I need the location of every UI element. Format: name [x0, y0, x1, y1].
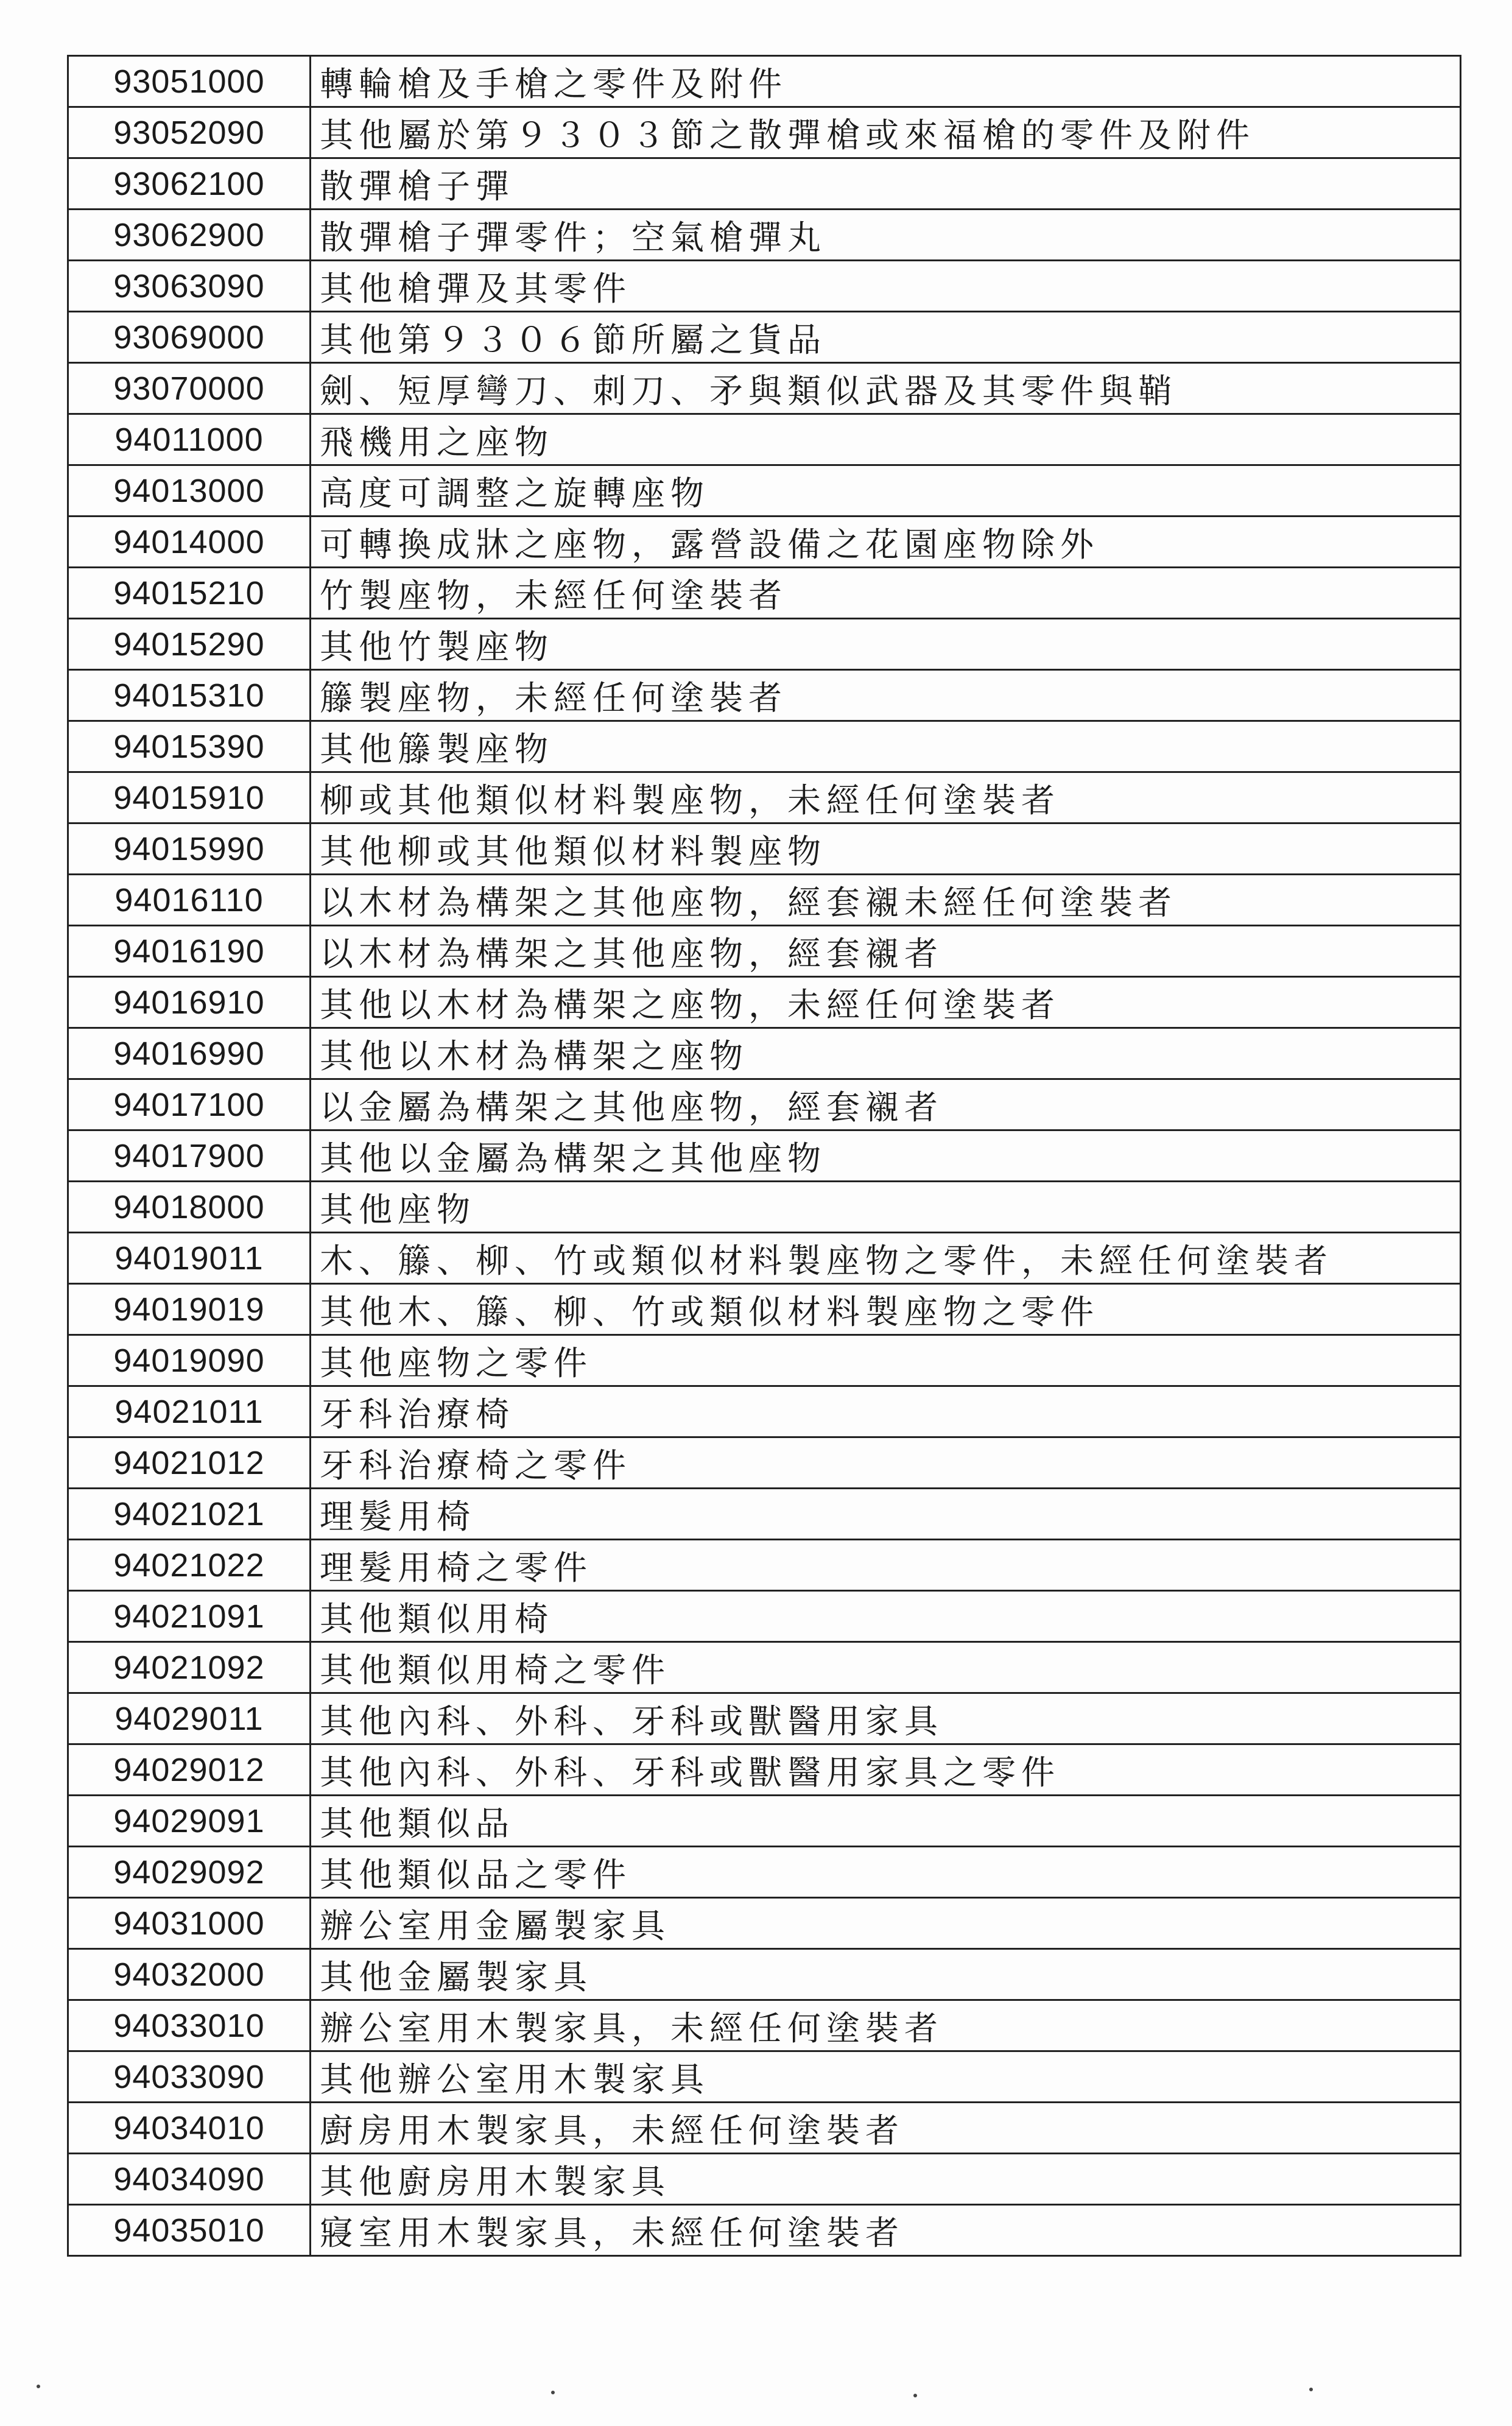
description-cell: 牙科治療椅	[311, 1386, 1461, 1437]
tariff-code-cell: 94019011	[68, 1233, 311, 1284]
tariff-code-cell: 94015310	[68, 670, 311, 721]
tariff-code-cell: 93062100	[68, 158, 311, 210]
tariff-code-cell: 94029011	[68, 1693, 311, 1744]
description-cell: 其他類似用椅之零件	[311, 1642, 1461, 1693]
table-row	[68, 465, 1461, 517]
table-row	[68, 2154, 1461, 2205]
table-row	[68, 107, 1461, 158]
tariff-code-cell: 93062900	[68, 210, 311, 261]
description-cell: 其他辦公室用木製家具	[311, 2051, 1461, 2103]
table-row	[68, 1847, 1461, 1898]
tariff-code-cell: 94016110	[68, 875, 311, 926]
scan-speck	[37, 2385, 40, 2388]
tariff-code-cell: 94034090	[68, 2154, 311, 2205]
description-cell: 飛機用之座物	[311, 414, 1461, 465]
table-row	[68, 210, 1461, 261]
table-row	[68, 977, 1461, 1028]
description-cell: 其他第９３０６節所屬之貨品	[311, 312, 1461, 363]
description-cell: 其他類似品之零件	[311, 1847, 1461, 1898]
tariff-code-cell: 94021022	[68, 1540, 311, 1591]
description-cell: 高度可調整之旋轉座物	[311, 465, 1461, 517]
description-cell: 其他籐製座物	[311, 721, 1461, 772]
description-cell: 寢室用木製家具，未經任何塗裝者	[311, 2205, 1461, 2256]
table-row	[68, 1284, 1461, 1335]
table-row	[68, 312, 1461, 363]
tariff-code-cell: 94029091	[68, 1796, 311, 1847]
tariff-code-cell: 94015910	[68, 772, 311, 823]
description-cell: 牙科治療椅之零件	[311, 1437, 1461, 1489]
tariff-code-cell: 93063090	[68, 261, 311, 312]
description-cell: 其他金屬製家具	[311, 1949, 1461, 2000]
tariff-code-cell: 94016990	[68, 1028, 311, 1079]
tariff-code-cell: 94021012	[68, 1437, 311, 1489]
description-cell: 籐製座物，未經任何塗裝者	[311, 670, 1461, 721]
tariff-code-cell: 94029012	[68, 1744, 311, 1796]
description-cell: 散彈槍子彈	[311, 158, 1461, 210]
description-cell: 其他座物之零件	[311, 1335, 1461, 1386]
description-cell: 辦公室用木製家具，未經任何塗裝者	[311, 2000, 1461, 2051]
tariff-code-cell: 94021011	[68, 1386, 311, 1437]
table-row	[68, 772, 1461, 823]
scan-speck	[913, 2394, 917, 2397]
table-row	[68, 363, 1461, 414]
tariff-code-cell: 94016910	[68, 977, 311, 1028]
description-cell: 其他以金屬為構架之其他座物	[311, 1130, 1461, 1182]
table-row	[68, 875, 1461, 926]
description-cell: 木、籐、柳、竹或類似材料製座物之零件，未經任何塗裝者	[311, 1233, 1461, 1284]
table-row	[68, 1796, 1461, 1847]
table-row	[68, 1642, 1461, 1693]
tariff-code-cell: 93070000	[68, 363, 311, 414]
tariff-code-cell: 93051000	[68, 56, 311, 107]
description-cell: 理髮用椅	[311, 1489, 1461, 1540]
tariff-code-cell: 94015390	[68, 721, 311, 772]
table-row	[68, 1386, 1461, 1437]
table-row	[68, 1182, 1461, 1233]
table-body	[68, 56, 1461, 2256]
table-row	[68, 1079, 1461, 1130]
tariff-code-cell: 94034010	[68, 2103, 311, 2154]
tariff-code-cell: 94019019	[68, 1284, 311, 1335]
table-row	[68, 2000, 1461, 2051]
scan-speck	[551, 2391, 555, 2394]
description-cell: 其他槍彈及其零件	[311, 261, 1461, 312]
description-cell: 其他以木材為構架之座物，未經任何塗裝者	[311, 977, 1461, 1028]
table-row	[68, 926, 1461, 977]
tariff-code-cell: 94017900	[68, 1130, 311, 1182]
table-row	[68, 1489, 1461, 1540]
tariff-code-cell: 94011000	[68, 414, 311, 465]
description-cell: 以木材為構架之其他座物，經套襯者	[311, 926, 1461, 977]
scan-speck	[1309, 2388, 1313, 2391]
description-cell: 其他內科、外科、牙科或獸醫用家具之零件	[311, 1744, 1461, 1796]
tariff-code-table	[67, 55, 1461, 2257]
tariff-code-cell: 94031000	[68, 1898, 311, 1949]
table-row	[68, 1693, 1461, 1744]
description-cell: 其他以木材為構架之座物	[311, 1028, 1461, 1079]
table-row	[68, 1233, 1461, 1284]
description-cell: 柳或其他類似材料製座物，未經任何塗裝者	[311, 772, 1461, 823]
tariff-code-cell: 94019090	[68, 1335, 311, 1386]
table-row	[68, 414, 1461, 465]
tariff-code-cell: 94029092	[68, 1847, 311, 1898]
tariff-code-cell: 94033010	[68, 2000, 311, 2051]
description-cell: 其他類似用椅	[311, 1591, 1461, 1642]
tariff-code-cell: 94016190	[68, 926, 311, 977]
tariff-code-cell: 94015290	[68, 619, 311, 670]
description-cell: 其他廚房用木製家具	[311, 2154, 1461, 2205]
description-cell: 散彈槍子彈零件；空氣槍彈丸	[311, 210, 1461, 261]
description-cell: 其他屬於第９３０３節之散彈槍或來福槍的零件及附件	[311, 107, 1461, 158]
table-row	[68, 568, 1461, 619]
description-cell: 其他木、籐、柳、竹或類似材料製座物之零件	[311, 1284, 1461, 1335]
table-row	[68, 1028, 1461, 1079]
tariff-code-cell: 94015990	[68, 823, 311, 875]
table-row	[68, 1898, 1461, 1949]
description-cell: 其他內科、外科、牙科或獸醫用家具	[311, 1693, 1461, 1744]
tariff-code-cell: 94035010	[68, 2205, 311, 2256]
tariff-code-cell: 94032000	[68, 1949, 311, 2000]
description-cell: 其他類似品	[311, 1796, 1461, 1847]
table-row	[68, 1949, 1461, 2000]
tariff-code-cell: 94021092	[68, 1642, 311, 1693]
description-cell: 廚房用木製家具，未經任何塗裝者	[311, 2103, 1461, 2154]
table-row	[68, 517, 1461, 568]
description-cell: 以金屬為構架之其他座物，經套襯者	[311, 1079, 1461, 1130]
table-row	[68, 2205, 1461, 2256]
table-row	[68, 1540, 1461, 1591]
tariff-code-cell: 94015210	[68, 568, 311, 619]
tariff-code-cell: 94021091	[68, 1591, 311, 1642]
table-row	[68, 670, 1461, 721]
tariff-code-cell: 93069000	[68, 312, 311, 363]
table-row	[68, 261, 1461, 312]
table-row	[68, 721, 1461, 772]
tariff-code-cell: 94018000	[68, 1182, 311, 1233]
description-cell: 竹製座物，未經任何塗裝者	[311, 568, 1461, 619]
description-cell: 劍、短厚彎刀、刺刀、矛與類似武器及其零件與鞘	[311, 363, 1461, 414]
table-row	[68, 2103, 1461, 2154]
table-row	[68, 56, 1461, 107]
tariff-code-cell: 93052090	[68, 107, 311, 158]
description-cell: 可轉換成牀之座物，露營設備之花園座物除外	[311, 517, 1461, 568]
table-row	[68, 158, 1461, 210]
table-row	[68, 1130, 1461, 1182]
table-row	[68, 1591, 1461, 1642]
tariff-code-cell: 94017100	[68, 1079, 311, 1130]
table-row	[68, 619, 1461, 670]
table-row	[68, 823, 1461, 875]
description-cell: 理髮用椅之零件	[311, 1540, 1461, 1591]
table-row	[68, 1744, 1461, 1796]
tariff-code-cell: 94014000	[68, 517, 311, 568]
description-cell: 以木材為構架之其他座物，經套襯未經任何塗裝者	[311, 875, 1461, 926]
table-row	[68, 1335, 1461, 1386]
table-row	[68, 2051, 1461, 2103]
description-cell: 其他竹製座物	[311, 619, 1461, 670]
description-cell: 辦公室用金屬製家具	[311, 1898, 1461, 1949]
description-cell: 其他座物	[311, 1182, 1461, 1233]
tariff-code-cell: 94033090	[68, 2051, 311, 2103]
table-row	[68, 1437, 1461, 1489]
description-cell: 轉輪槍及手槍之零件及附件	[311, 56, 1461, 107]
description-cell: 其他柳或其他類似材料製座物	[311, 823, 1461, 875]
tariff-code-cell: 94013000	[68, 465, 311, 517]
tariff-code-cell: 94021021	[68, 1489, 311, 1540]
